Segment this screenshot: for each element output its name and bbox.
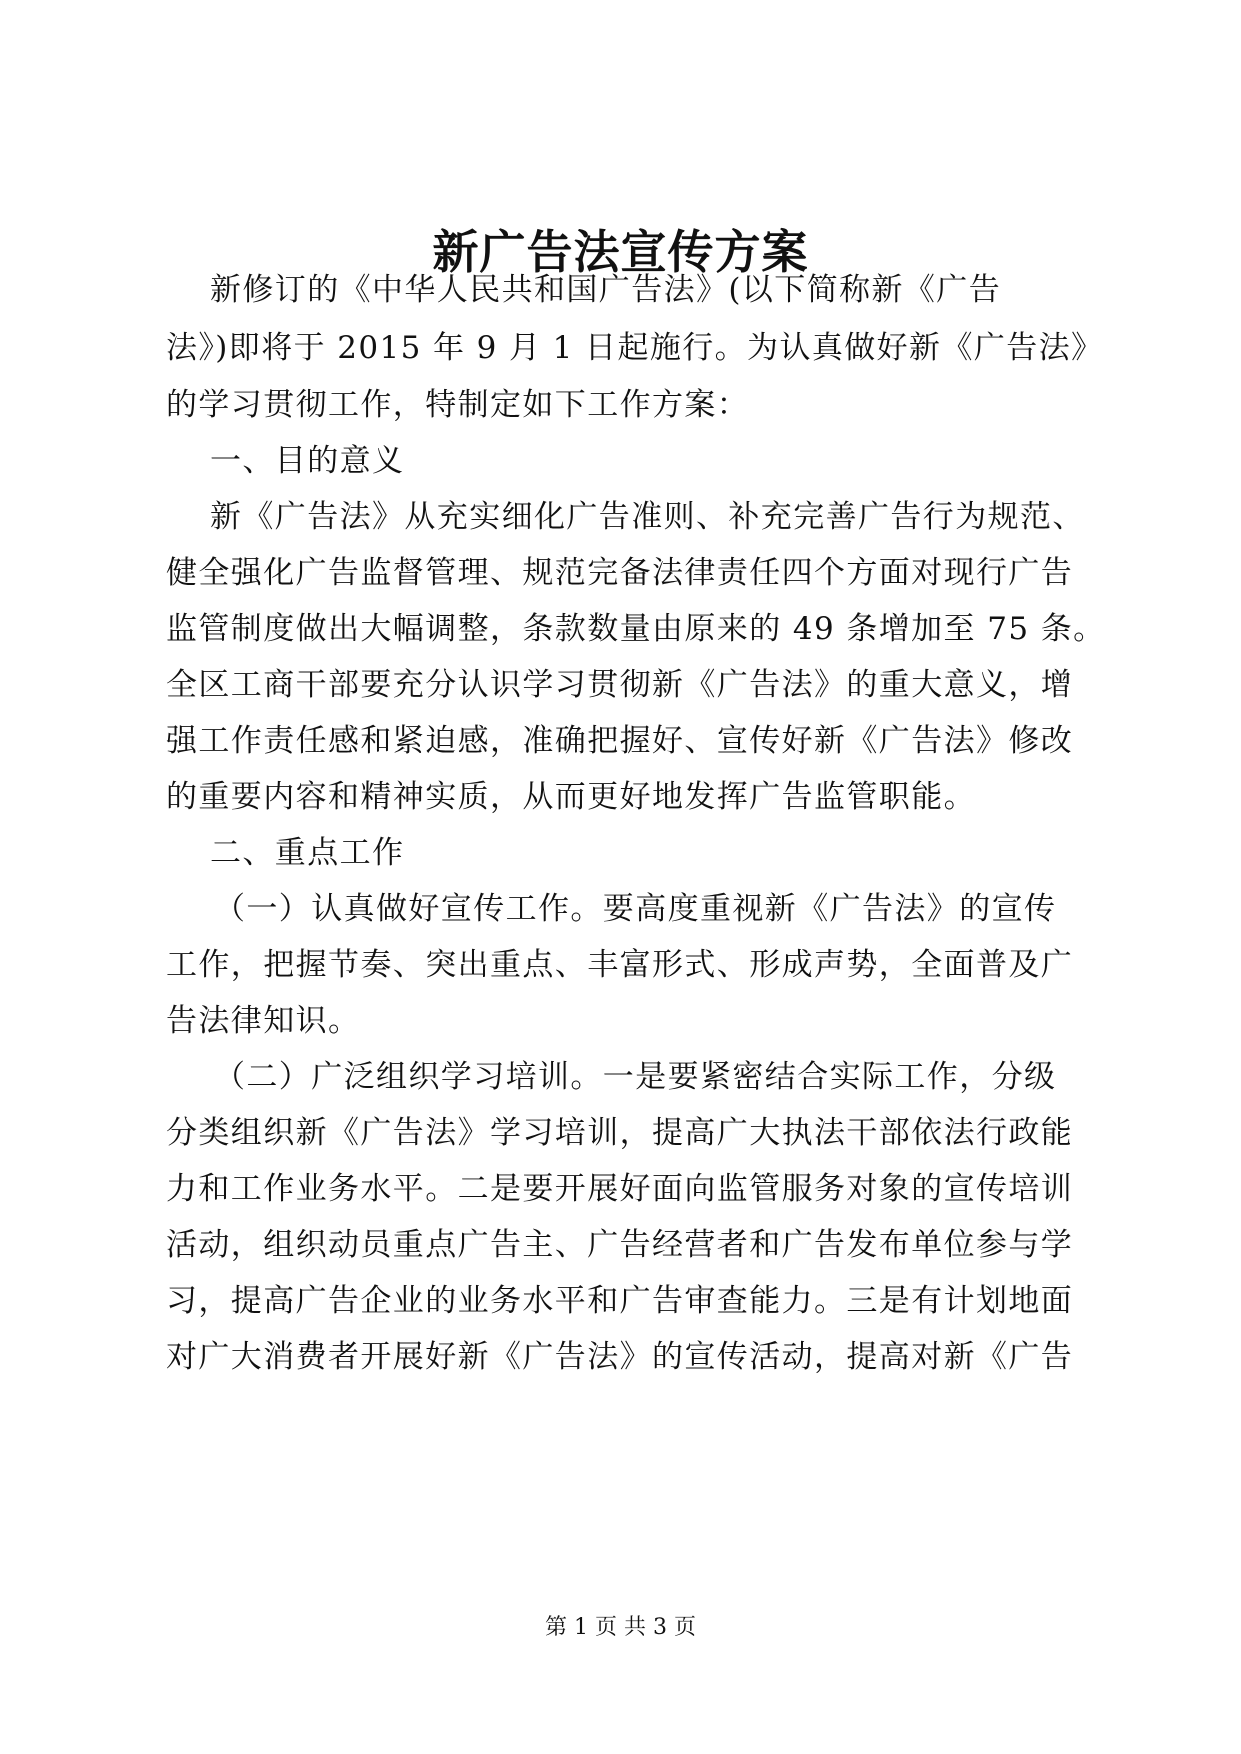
paragraph-line: 新修订的《中华人民共和国广告法》(以下简称新《广告	[210, 272, 1002, 308]
paragraph-line: 的学习贯彻工作，特制定如下工作方案：	[166, 387, 750, 423]
paragraph-line: 全区工商干部要充分认识学习贯彻新《广告法》的重大意义，增	[166, 667, 1074, 703]
paragraph-line: 活动，组织动员重点广告主、广告经营者和广告发布单位参与学	[166, 1227, 1074, 1263]
paragraph-line: 力和工作业务水平。二是要开展好面向监管服务对象的宣传培训	[166, 1171, 1074, 1207]
section-heading: 一、目的意义	[210, 443, 405, 479]
paragraph-line: 的重要内容和精神实质，从而更好地发挥广告监管职能。	[166, 779, 976, 815]
document-title: 新广告法宣传方案	[432, 225, 809, 279]
paragraph-line: 告法律知识。	[166, 1003, 361, 1039]
paragraph-line: 强工作责任感和紧迫感，准确把握好、宣传好新《广告法》修改	[166, 723, 1074, 759]
section-heading: 二、重点工作	[210, 835, 405, 871]
paragraph-line: 法》)即将于 2015 年 9 月 1 日起施行。为认真做好新《广告法》	[166, 330, 1104, 366]
page-footer: 第 1 页 共 3 页	[545, 1615, 696, 1640]
paragraph-line: 对广大消费者开展好新《广告法》的宣传活动，提高对新《广告	[166, 1339, 1074, 1375]
paragraph-line: 新《广告法》从充实细化广告准则、补充完善广告行为规范、	[210, 499, 1085, 535]
paragraph-line: （二）广泛组织学习培训。一是要紧密结合实际工作，分级	[214, 1059, 1057, 1095]
paragraph-line: 习，提高广告企业的业务水平和广告审查能力。三是有计划地面	[166, 1283, 1074, 1319]
paragraph-line: 工作，把握节奏、突出重点、丰富形式、形成声势，全面普及广	[166, 947, 1074, 983]
paragraph-line: 监管制度做出大幅调整，条款数量由原来的 49 条增加至 75 条。	[166, 611, 1106, 647]
paragraph-line: （一）认真做好宣传工作。要高度重视新《广告法》的宣传	[214, 891, 1057, 927]
paragraph-line: 分类组织新《广告法》学习培训，提高广大执法干部依法行政能	[166, 1115, 1074, 1151]
paragraph-line: 健全强化广告监督管理、规范完备法律责任四个方面对现行广告	[166, 555, 1074, 591]
